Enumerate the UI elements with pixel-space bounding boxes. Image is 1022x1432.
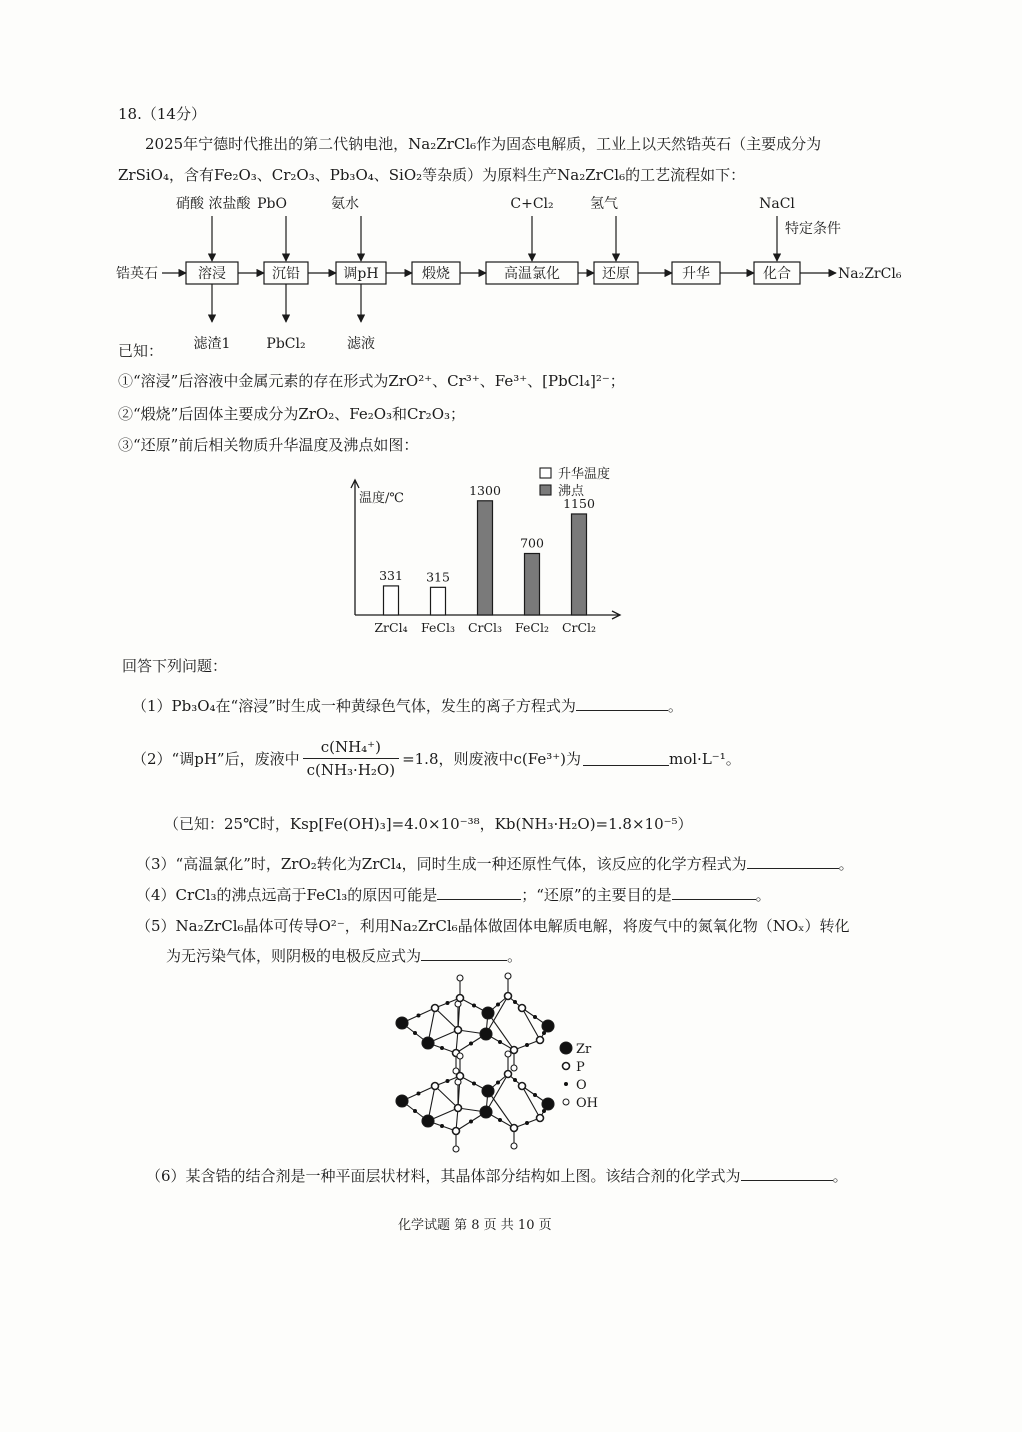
temperature-bar-chart <box>340 460 640 645</box>
answer-blank-4b[interactable] <box>672 885 756 900</box>
crystal-atom-o <box>417 1014 421 1018</box>
crystal-legend-marker-3 <box>564 1082 568 1086</box>
answer-blank-6[interactable] <box>741 1166 833 1181</box>
crystal-bond <box>522 1086 540 1118</box>
flow-step-4: 煅烧 <box>422 266 450 282</box>
x-tick-label-5: CrCl₂ <box>561 620 597 635</box>
answer-blank-1[interactable] <box>576 696 668 711</box>
crystal-atom-p <box>511 1047 518 1054</box>
crystal-atom-zr <box>542 1020 554 1032</box>
crystal-atom-zr <box>396 1017 408 1029</box>
intro-line-2: ZrSiO₄，含有Fe₂O₃、Cr₂O₃、Pb₃O₄、SiO₂等杂质）为原料生产Na₂ZrCl₆的工艺流程如下： <box>118 166 746 184</box>
question-4 <box>136 884 771 906</box>
x-tick-label-4: FeCl₂ <box>515 620 549 635</box>
crystal-atom-o <box>533 1015 537 1019</box>
page-footer: 化学试题 第 8 页 共 10 页 <box>398 1218 552 1233</box>
crystal-atom-p <box>457 995 464 1002</box>
crystal-legend-marker-4 <box>563 1099 569 1105</box>
flow-input-7: 特定条件 <box>785 221 841 237</box>
flow-output-1: 滤渣1 <box>193 336 231 352</box>
question-1-period: 。 <box>667 697 683 715</box>
crystal-atom-zr <box>482 1085 494 1097</box>
question-6 <box>146 1165 848 1187</box>
crystal-atom-o <box>533 1093 537 1097</box>
question-1 <box>132 695 683 717</box>
flow-step-3: 调pH <box>343 266 379 282</box>
known-item-3: ③“还原”前后相关物质升华温度及沸点如图： <box>118 436 419 454</box>
crystal-atom-o <box>413 1109 417 1113</box>
crystal-atom-o <box>525 1121 529 1125</box>
crystal-atom-o <box>513 1000 517 1004</box>
bar-4 <box>525 554 540 616</box>
known-item-2: ②“煅烧”后固体主要成分为ZrO₂、Fe₂O₃和Cr₂O₃； <box>118 405 466 423</box>
crystal-atom-o <box>440 1124 444 1128</box>
flow-step-8: 化合 <box>763 266 791 282</box>
crystal-atom-zr <box>542 1098 554 1110</box>
crystal-atom-oh <box>457 1053 463 1059</box>
bar-value-label-2: 315 <box>426 569 450 585</box>
concentration-ratio <box>303 738 399 779</box>
flow-output-2: PbCl₂ <box>266 336 306 352</box>
question-5-period: 。 <box>507 947 523 965</box>
crystal-bond <box>522 1008 540 1040</box>
crystal-atom-p <box>432 1083 439 1090</box>
question-2-text-a: （2）“调pH”后，废液中 <box>132 750 300 768</box>
question-4-text-b: ；“还原”的主要目的是 <box>521 886 672 904</box>
crystal-atom-p <box>455 1027 462 1034</box>
ratio-denominator: c(NH₃·H₂O) <box>306 761 396 779</box>
flow-step-5: 高温氯化 <box>504 266 560 282</box>
crystal-atom-o <box>542 1109 546 1113</box>
x-tick-label-3: CrCl₃ <box>467 620 503 635</box>
crystal-legend-label-1: Zr <box>576 1042 592 1057</box>
crystal-atom-o <box>469 1042 473 1046</box>
question-2-unit: mol·L⁻¹。 <box>669 750 741 768</box>
crystal-atom-oh <box>505 973 511 979</box>
known-item-1: ①“溶浸”后溶液中金属元素的存在形式为ZrO²⁺、Cr³⁺、Fe³⁺、[PbCl₄]²⁻； <box>118 372 625 390</box>
crystal-atom-p <box>537 1115 544 1122</box>
question-3 <box>136 853 854 875</box>
intro-line-1: 2025年宁德时代推出的第二代钠电池，Na₂ZrCl₆作为固态电解质，工业上以天然锆英石（主要成分为 <box>145 135 822 153</box>
bar-value-label-3: 1300 <box>469 482 501 498</box>
crystal-atom-p <box>432 1005 439 1012</box>
crystal-atom-p <box>537 1037 544 1044</box>
crystal-atom-oh <box>453 1146 459 1152</box>
question-6-text: （6）某含锆的结合剂是一种平面层状材料，其晶体部分结构如上图。该结合剂的化学式为 <box>146 1167 741 1185</box>
x-tick-label-2: FeCl₃ <box>421 620 455 635</box>
crystal-atom-zr <box>422 1115 434 1127</box>
question-3-text: （3）“高温氯化”时，ZrO₂转化为ZrCl₄，同时生成一种还原性气体，该反应的化学方程式为 <box>136 855 747 873</box>
crystal-atom-zr <box>422 1037 434 1049</box>
answer-blank-5[interactable] <box>421 946 507 961</box>
crystal-atom-o <box>446 1001 450 1005</box>
crystal-atom-oh <box>511 1143 517 1149</box>
flow-end-label: Na₂ZrCl₆ <box>838 266 902 282</box>
question-4-text-a: （4）CrCl₃的沸点远高于FeCl₃的原因可能是 <box>136 886 438 904</box>
question-4-period: 。 <box>755 886 771 904</box>
question-5-line-1: （5）Na₂ZrCl₆晶体可传导O²⁻，利用Na₂ZrCl₆晶体做固体电解质电解，将废气中的氮氧化物（NOₓ）转化 <box>136 917 850 935</box>
known-title: 已知： <box>118 342 164 360</box>
crystal-atom-p <box>457 1073 464 1080</box>
crystal-atom-p <box>453 1128 460 1135</box>
flow-step-2: 沉铅 <box>272 266 300 282</box>
crystal-legend-marker-1 <box>560 1042 572 1054</box>
bar-value-label-4: 700 <box>520 535 544 551</box>
crystal-atom-o <box>525 1043 529 1047</box>
question-6-period: 。 <box>832 1167 848 1185</box>
crystal-atom-p <box>505 1071 512 1078</box>
flow-input-5: 氢气 <box>590 196 618 212</box>
answer-blank-3[interactable] <box>747 854 839 869</box>
question-3-period: 。 <box>838 855 854 873</box>
y-axis-label: 温度/℃ <box>359 491 404 506</box>
answer-blank-4a[interactable] <box>437 885 521 900</box>
crystal-bond <box>435 1086 458 1108</box>
crystal-atom-o <box>472 1082 476 1086</box>
crystal-atom-o <box>440 1046 444 1050</box>
crystal-atom-p <box>519 1083 526 1090</box>
crystal-atom-o <box>513 1078 517 1082</box>
question-5-line-2 <box>166 945 522 967</box>
flow-step-7: 升华 <box>682 266 710 282</box>
crystal-atom-o <box>417 1092 421 1096</box>
ratio-numerator: c(NH₄⁺) <box>303 738 399 759</box>
bar-3 <box>478 501 493 615</box>
flow-step-1: 溶浸 <box>198 266 226 282</box>
crystal-atom-p <box>455 1105 462 1112</box>
x-tick-label-1: ZrCl₄ <box>374 620 408 635</box>
crystal-atom-p <box>519 1005 526 1012</box>
legend-label-1: 升华温度 <box>558 467 611 482</box>
legend-swatch-2 <box>540 485 551 495</box>
bar-1 <box>384 586 399 615</box>
crystal-atom-o <box>542 1031 546 1035</box>
crystal-legend-marker-2 <box>563 1063 570 1070</box>
flow-output-3: 滤液 <box>347 336 375 352</box>
flow-input-2: PbO <box>257 196 287 212</box>
flow-input-1: 硝酸 浓盐酸 <box>176 196 251 212</box>
crystal-atom-p <box>505 993 512 1000</box>
question-2-note: （已知：25℃时，Ksp[Fe(OH)₃]=4.0×10⁻³⁸，Kb(NH₃·H₂O)=1.8×10⁻⁵） <box>164 815 693 833</box>
crystal-legend-label-4: OH <box>576 1096 598 1111</box>
bar-2 <box>431 587 446 615</box>
crystal-atom-o <box>498 1040 502 1044</box>
questions-prompt: 回答下列问题： <box>122 657 228 675</box>
bar-value-label-1: 331 <box>379 567 403 583</box>
crystal-atom-oh <box>511 1065 517 1071</box>
question-1-text: （1）Pb₃O₄在“溶浸”时生成一种黄绿色气体，发生的离子方程式为 <box>132 697 576 715</box>
crystal-atom-zr <box>482 1007 494 1019</box>
flow-input-3: 氨水 <box>331 196 359 212</box>
crystal-atom-zr <box>480 1106 492 1118</box>
bar-value-label-5: 1150 <box>563 495 595 511</box>
legend-label-2: 沸点 <box>558 484 585 499</box>
flow-input-4: C+Cl₂ <box>510 196 554 212</box>
crystal-structure-figure <box>390 968 620 1158</box>
crystal-atom-o <box>469 1120 473 1124</box>
crystal-atom-o <box>472 1004 476 1008</box>
crystal-atom-p <box>511 1125 518 1132</box>
question-2 <box>132 738 741 779</box>
question-5-text-b: 为无污染气体，则阴极的电极反应式为 <box>166 947 422 965</box>
crystal-atom-o <box>496 1081 500 1085</box>
crystal-atom-o <box>498 1118 502 1122</box>
flow-step-6: 还原 <box>602 266 630 282</box>
flow-start-label: 锆英石 <box>116 266 158 282</box>
crystal-atom-o <box>496 1003 500 1007</box>
crystal-atom-oh <box>457 975 463 981</box>
crystal-legend-label-2: P <box>576 1060 585 1075</box>
crystal-atom-o <box>446 1079 450 1083</box>
crystal-atom-oh <box>505 1051 511 1057</box>
answer-blank-2[interactable] <box>583 751 669 766</box>
legend-swatch-1 <box>540 468 551 478</box>
crystal-atom-zr <box>396 1095 408 1107</box>
question-2-text-b: =1.8，则废液中c(Fe³⁺)为 <box>402 750 581 768</box>
crystal-atom-zr <box>480 1028 492 1040</box>
question-number: 18.（14分） <box>118 105 206 123</box>
crystal-bond <box>435 1008 458 1030</box>
crystal-legend-label-3: O <box>576 1078 587 1093</box>
crystal-atom-o <box>413 1031 417 1035</box>
flow-input-6: NaCl <box>759 196 795 212</box>
bar-5 <box>572 514 587 615</box>
